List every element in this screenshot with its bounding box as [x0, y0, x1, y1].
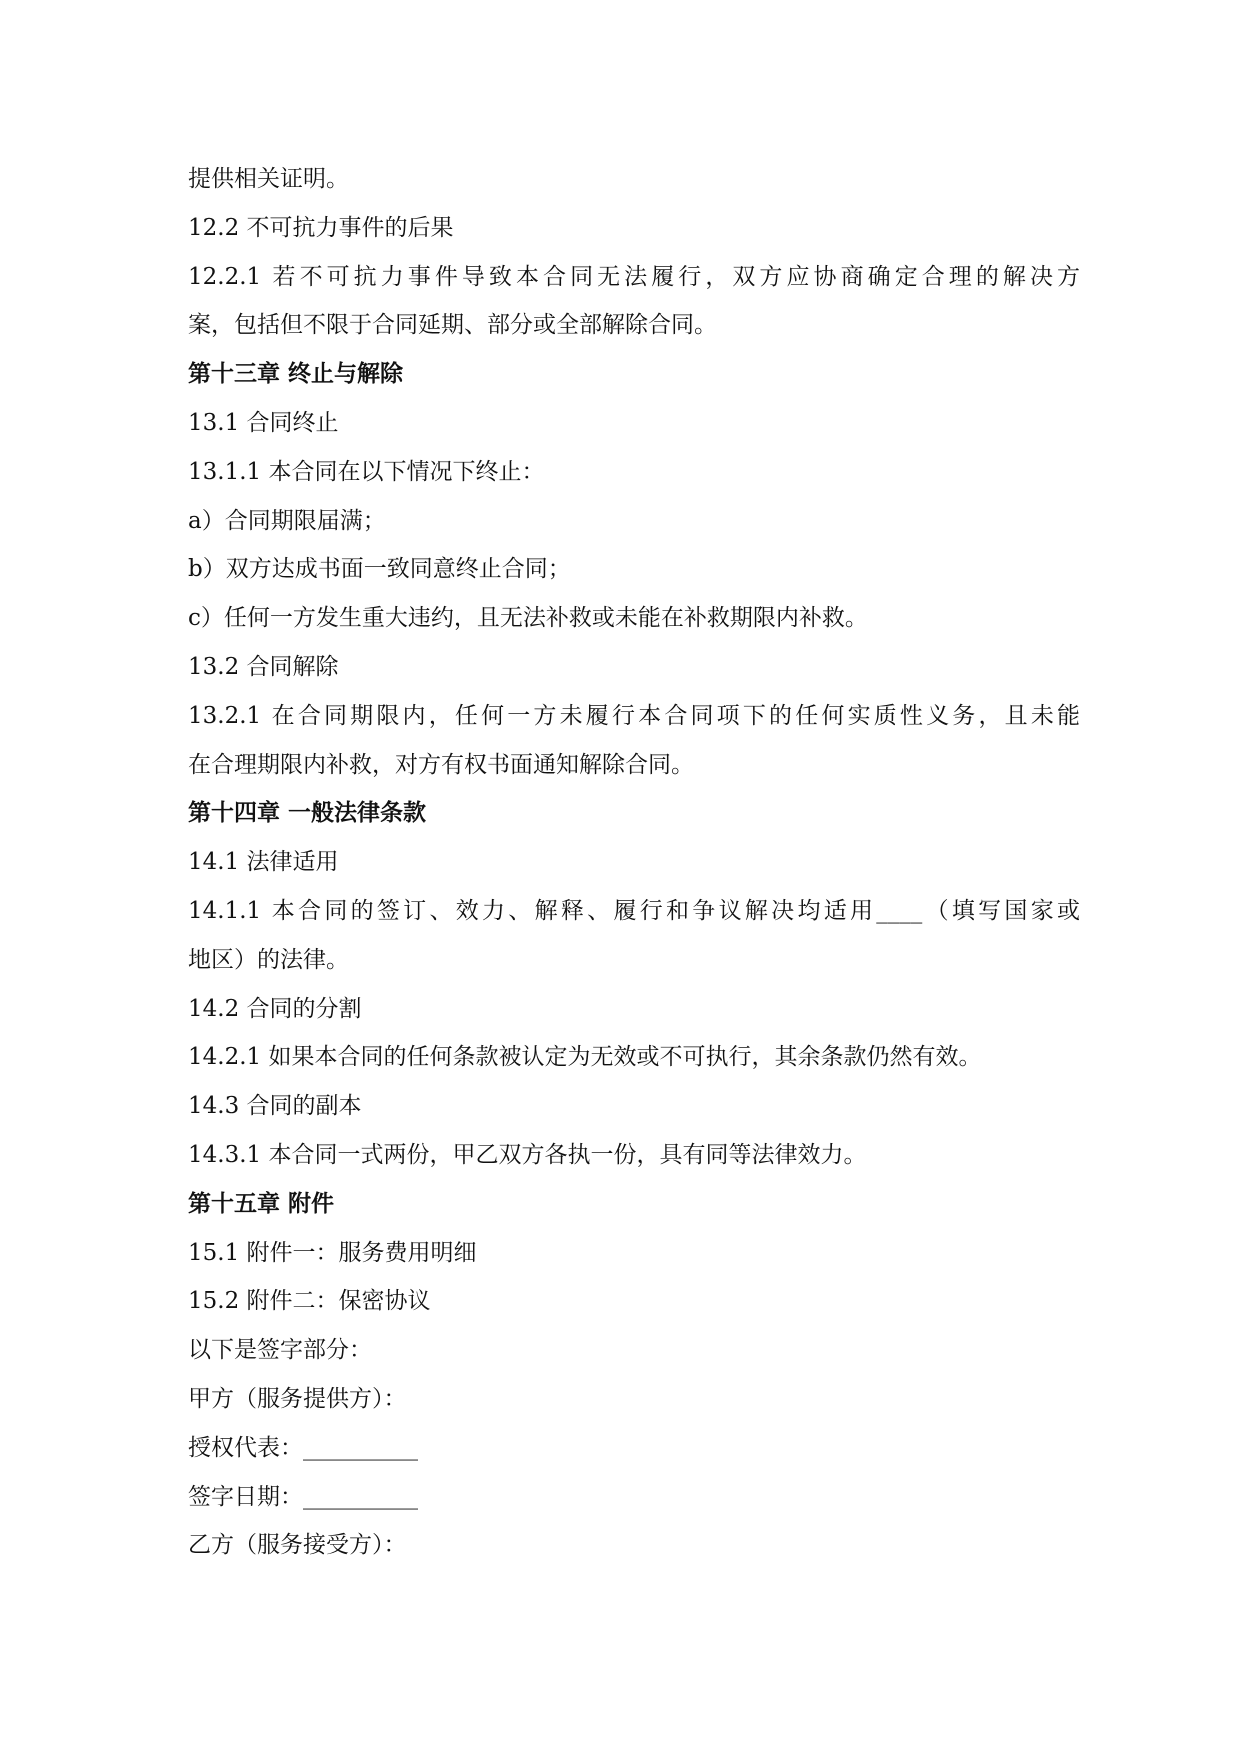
chapter-heading: 第十三章 终止与解除	[188, 361, 404, 388]
chapter-heading: 第十四章 一般法律条款	[188, 800, 427, 827]
text-line: 14.1.1 本合同的签订、效力、解释、履行和争议解决均适用____（填写国家或	[188, 897, 1080, 924]
text-line: 15.1 附件一：服务费用明细	[188, 1239, 477, 1266]
text-line: 12.2.1 若不可抗力事件导致本合同无法履行，双方应协商确定合理的解决方	[188, 263, 1080, 290]
chapter-heading: 第十五章 附件	[188, 1190, 335, 1217]
text-line: 甲方（服务提供方）：	[188, 1385, 407, 1412]
text-line: a）合同期限届满；	[188, 507, 386, 534]
text-line: b）双方达成书面一致同意终止合同；	[188, 556, 571, 583]
text-line: 乙方（服务接受方）：	[188, 1532, 407, 1559]
text-line: 案，包括但不限于合同延期、部分或全部解除合同。	[188, 312, 717, 339]
text-line: 12.2 不可抗力事件的后果	[188, 214, 454, 241]
text-line: 13.2 合同解除	[188, 653, 339, 680]
text-line: 15.2 附件二：保密协议	[188, 1288, 431, 1315]
text-line: 14.1 法律适用	[188, 849, 339, 876]
text-line: 13.1.1 本合同在以下情况下终止：	[188, 458, 545, 485]
text-line: c）任何一方发生重大违约，且无法补救或未能在补救期限内补救。	[188, 605, 868, 632]
text-line: 14.2 合同的分割	[188, 995, 362, 1022]
text-line: 签字日期：__________	[188, 1483, 418, 1510]
text-line: 14.3 合同的副本	[188, 1093, 362, 1120]
text-line: 授权代表：__________	[188, 1434, 418, 1461]
text-line: 14.2.1 如果本合同的任何条款被认定为无效或不可执行，其余条款仍然有效。	[188, 1044, 982, 1071]
text-line: 提供相关证明。	[188, 166, 349, 192]
text-line: 以下是签字部分：	[188, 1337, 372, 1364]
text-line: 14.3.1 本合同一式两份，甲乙双方各执一份，具有同等法律效力。	[188, 1141, 867, 1168]
text-line: 在合理期限内补救，对方有权书面通知解除合同。	[188, 751, 694, 778]
text-line: 13.2.1 在合同期限内，任何一方未履行本合同项下的任何实质性义务，且未能	[188, 702, 1080, 729]
text-line: 13.1 合同终止	[188, 409, 339, 436]
text-line: 地区）的法律。	[188, 946, 349, 973]
